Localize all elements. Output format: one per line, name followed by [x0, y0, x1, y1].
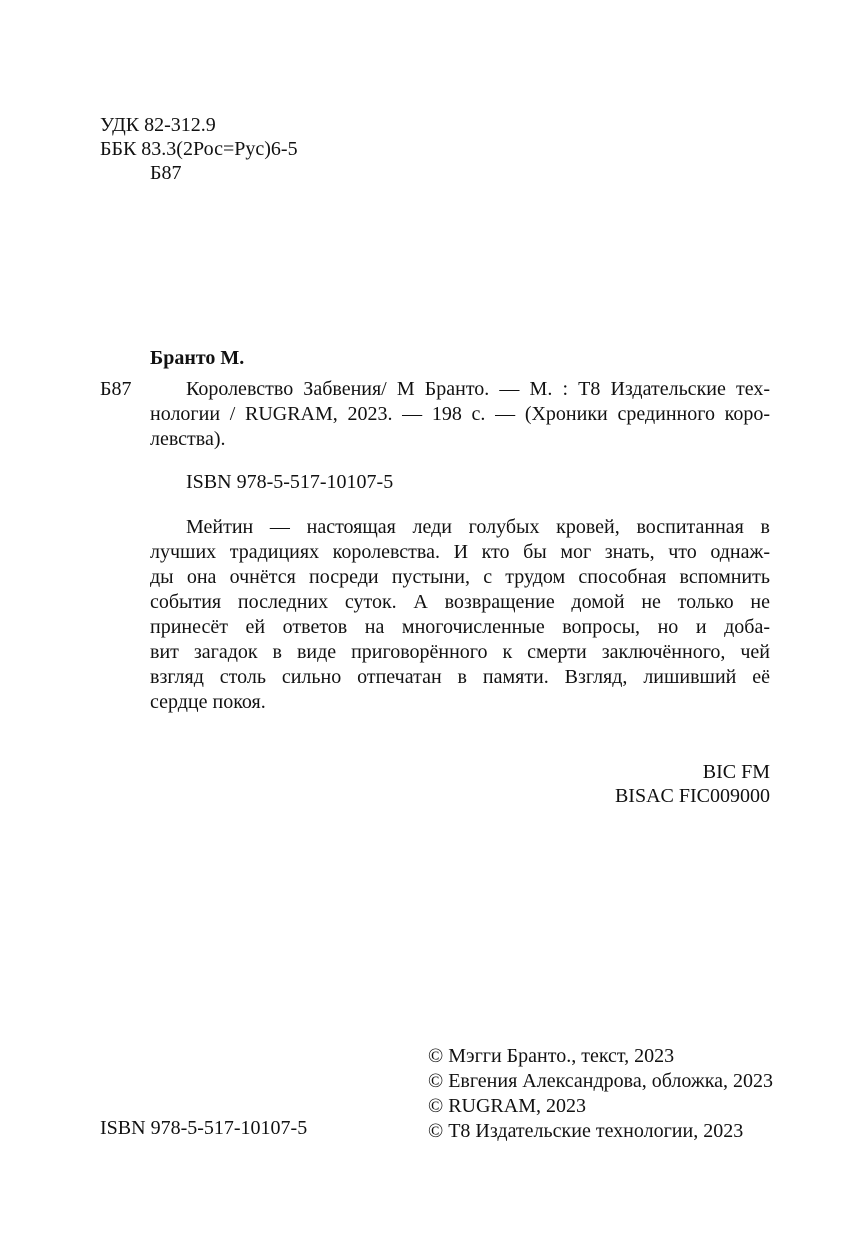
- catalog-description: [150, 377, 770, 452]
- catalog-author: Бранто М.: [150, 347, 245, 369]
- copyright-line: © Мэгги Бранто., текст, 2023: [428, 1045, 675, 1067]
- copyright-line: © RUGRAM, 2023: [428, 1095, 586, 1117]
- footer-isbn: ISBN 978-5-517-10107-5: [100, 1117, 308, 1139]
- annotation-line: события последних суток. А возвращение домой не только не: [150, 591, 770, 613]
- copyright-line: © Евгения Александрова, обложка, 2023: [428, 1070, 773, 1092]
- annotation-line: сердце покоя.: [150, 691, 266, 713]
- catalog-description-line: левства).: [150, 428, 226, 450]
- udk-code: УДК 82-312.9: [100, 114, 216, 136]
- catalog-description-line: нологии / RUGRAM, 2023. — 198 с. — (Хроники срединного коро-: [150, 403, 770, 425]
- bbk-code: ББК 83.3(2Рос=Рус)6-5: [100, 138, 298, 160]
- annotation-line: вит загадок в виде приговорённого к смерти заключённого, чей: [150, 641, 770, 663]
- author-sign-code: Б87: [150, 162, 182, 184]
- bisac-code: BISAC FIC009000: [614, 785, 770, 807]
- copyright-block: [428, 1044, 773, 1144]
- annotation: [150, 515, 770, 715]
- annotation-line: лучших традициях королевства. И кто бы мог знать, что однаж-: [150, 541, 770, 563]
- copyright-line: © Т8 Издательские технологии, 2023: [428, 1120, 744, 1142]
- catalog-isbn: ISBN 978-5-517-10107-5: [186, 471, 394, 493]
- catalog-author-code: Б87: [100, 378, 132, 400]
- annotation-line: принесёт ей ответов на многочисленные вопросы, но и доба-: [150, 616, 770, 638]
- annotation-line: Мейтин — настоящая леди голубых кровей, воспитанная в: [186, 516, 770, 538]
- annotation-line: ды она очнётся посреди пустыни, с трудом способная вспомнить: [150, 566, 770, 588]
- bic-code: BIC FM: [702, 761, 770, 783]
- annotation-line: взгляд столь сильно отпечатан в памяти. Взгляд, лишивший её: [150, 666, 770, 688]
- catalog-description-line: Королевство Забвения/ М Бранто. — М. : Т8 Издательские тех-: [186, 378, 770, 400]
